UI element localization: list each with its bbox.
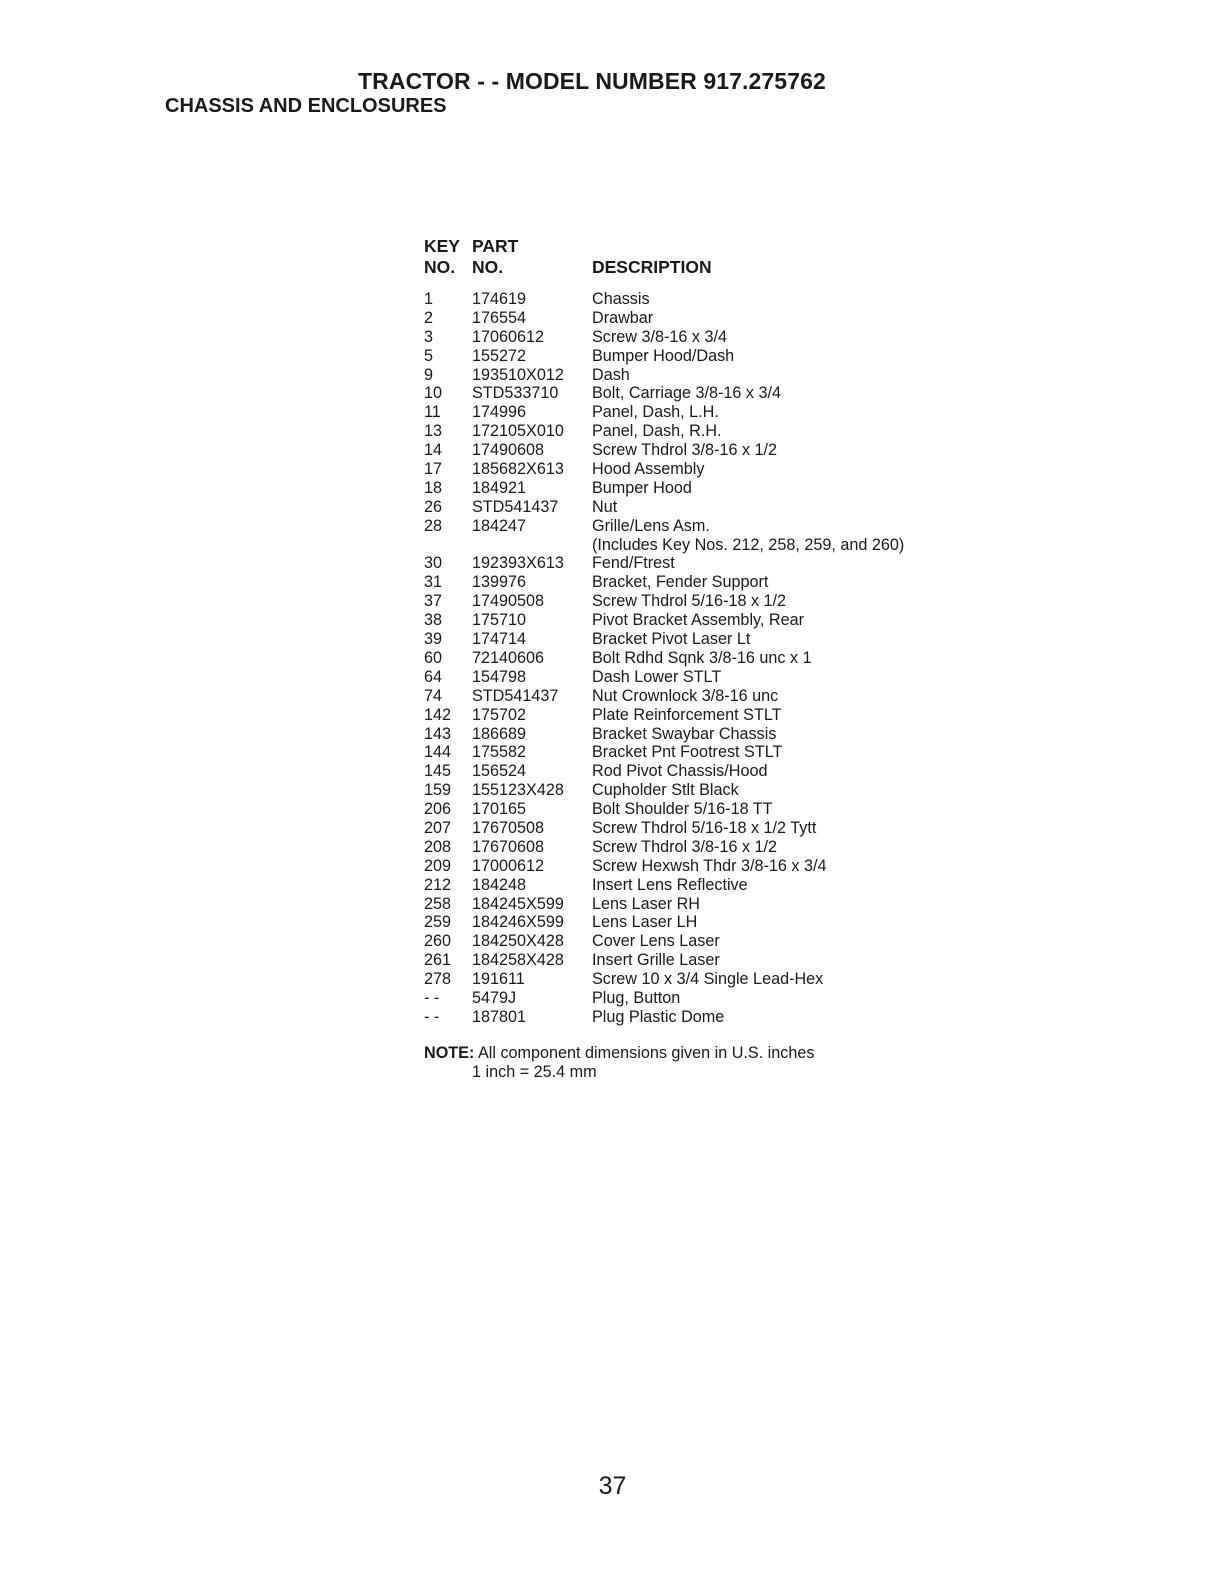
part-number: STD541437 (472, 497, 559, 516)
col-header-description: DESCRIPTION (592, 257, 712, 277)
part-description-text: Bracket Pnt Footrest STLT (592, 743, 783, 762)
part-description-text: Dash (592, 365, 630, 384)
key-number: 26 (424, 497, 443, 516)
key-number: 144 (424, 743, 452, 762)
part-number: 184247 (472, 516, 527, 535)
part-number: 155272 (472, 346, 527, 365)
part-description-text: Plug Plastic Dome (592, 1007, 725, 1026)
part-description-text: Bolt Shoulder 5/16-18 TT (592, 800, 773, 819)
key-number: 3 (424, 327, 434, 346)
part-description (592, 743, 782, 762)
part-number: 154798 (472, 667, 527, 686)
part-number: 17670508 (472, 818, 545, 837)
key-number: 13 (424, 422, 443, 441)
part-description-text: Plate Reinforcement STLT (592, 705, 782, 724)
part-description-text: Panel, Dash, R.H. (592, 422, 722, 441)
key-number: 145 (424, 762, 452, 781)
part-description-text: Bracket Pivot Laser Lt (592, 630, 751, 649)
part-number: 176554 (472, 308, 527, 327)
part-description (592, 460, 704, 479)
col-header-part-line1: PART (472, 236, 519, 256)
part-description-text: Dash Lower STLT (592, 667, 722, 686)
part-number: 172105X010 (472, 422, 564, 441)
part-number: 17000612 (472, 856, 545, 875)
key-number: 28 (424, 516, 443, 535)
col-header-key-line1: KEY (424, 236, 460, 256)
key-number: 60 (424, 648, 443, 667)
part-description (592, 706, 782, 725)
part-description-text: Plug, Button (592, 988, 681, 1007)
part-description (592, 422, 722, 441)
key-number: 2 (424, 308, 434, 327)
part-description (592, 762, 767, 781)
part-number: 184246X599 (472, 913, 564, 932)
part-number: 5479J (472, 988, 517, 1007)
key-number: 209 (424, 856, 452, 875)
part-description (592, 347, 734, 366)
part-description (592, 649, 812, 668)
part-description (592, 498, 617, 517)
part-description-text: Drawbar (592, 308, 654, 327)
part-number: 175710 (472, 611, 527, 630)
part-number: 191611 (472, 970, 525, 989)
col-header-part-line2: NO. (472, 257, 504, 277)
note-line2: 1 inch = 25.4 mm (472, 1063, 597, 1081)
part-description (592, 1008, 724, 1027)
key-number: 30 (424, 554, 443, 573)
part-description (592, 403, 719, 422)
key-number: 207 (424, 818, 452, 837)
key-number: 259 (424, 913, 452, 932)
page-title: TRACTOR - - MODEL NUMBER 917.275762 (358, 68, 826, 94)
part-description-text: Cover Lens Laser (592, 932, 720, 951)
part-number: 72140606 (472, 648, 545, 667)
part-description (592, 384, 781, 403)
part-number: 187801 (472, 1007, 527, 1026)
key-number: 142 (424, 705, 452, 724)
part-description-text: Grille/Lens Asm. (592, 516, 710, 535)
part-description (592, 687, 778, 706)
part-number: 174714 (472, 630, 527, 649)
part-number: 185682X613 (472, 460, 564, 479)
part-number: 170165 (472, 800, 527, 819)
part-description (592, 876, 748, 895)
part-number: 174996 (472, 403, 527, 422)
key-number: 37 (424, 592, 443, 611)
part-number: 139976 (472, 573, 527, 592)
part-description-text: Panel, Dash, L.H. (592, 403, 719, 422)
part-description (592, 895, 700, 914)
part-description-text: Insert Lens Reflective (592, 875, 748, 894)
part-description-text: Cupholder Stlt Black (592, 781, 739, 800)
key-number: 10 (424, 384, 443, 403)
key-number: 31 (424, 573, 443, 592)
part-description-text: Pivot Bracket Assembly, Rear (592, 611, 805, 630)
key-number: 5 (424, 346, 434, 365)
part-description (592, 989, 680, 1008)
key-number: 212 (424, 875, 452, 894)
part-description-text: Screw Hexwsh Thdr 3/8-16 x 3/4 (592, 856, 827, 875)
part-description-note: (Includes Key Nos. 212, 258, 259, and 260) (592, 535, 905, 554)
part-number: 184258X428 (472, 951, 564, 970)
part-description-text: Lens Laser RH (592, 894, 700, 913)
part-number: STD541437 (472, 686, 559, 705)
key-number: 143 (424, 724, 452, 743)
part-description (592, 366, 630, 385)
part-number: 17670608 (472, 837, 545, 856)
part-description-text: Screw Thdrol 5/16-18 x 1/2 Tytt (592, 818, 817, 837)
part-description-text: Screw 10 x 3/4 Single Lead-Hex (592, 970, 824, 989)
part-number: 192393X613 (472, 554, 564, 573)
part-description (592, 857, 827, 876)
part-number: 17490608 (472, 441, 545, 460)
part-description (592, 328, 727, 347)
part-number: 186689 (472, 724, 527, 743)
part-description-text: Bolt, Carriage 3/8-16 x 3/4 (592, 384, 781, 403)
part-description-text: Bolt Rdhd Sqnk 3/8-16 unc x 1 (592, 648, 812, 667)
key-number: 9 (424, 365, 434, 384)
part-description (592, 913, 697, 932)
key-number: 260 (424, 932, 452, 951)
col-header-key-line2: NO. (424, 257, 456, 277)
key-number: 261 (424, 951, 452, 970)
part-number: 17060612 (472, 327, 545, 346)
key-number: 74 (424, 686, 443, 705)
part-description (592, 441, 777, 460)
part-description (592, 573, 768, 592)
part-number: 193510X012 (472, 365, 564, 384)
part-description (592, 951, 720, 970)
part-number: 184245X599 (472, 894, 564, 913)
key-number: 1 (424, 290, 434, 308)
part-description (592, 725, 776, 744)
part-description (592, 309, 653, 328)
part-description-text: Rod Pivot Chassis/Hood (592, 762, 768, 781)
part-description-text: Screw Thdrol 3/8-16 x 1/2 (592, 441, 778, 460)
dimension-note (424, 1044, 814, 1082)
part-number: 155123X428 (472, 781, 564, 800)
key-number: 258 (424, 894, 452, 913)
part-description (592, 554, 675, 573)
key-number: 38 (424, 611, 443, 630)
part-description (592, 838, 777, 857)
section-title: CHASSIS AND ENCLOSURES (165, 95, 447, 117)
part-description (592, 517, 904, 555)
note-label: NOTE: (424, 1044, 475, 1062)
key-number: 17 (424, 460, 443, 479)
part-number: 175702 (472, 705, 527, 724)
part-description-text: Fend/Ftrest (592, 554, 675, 573)
key-number: - - (424, 988, 440, 1007)
part-description (592, 479, 692, 498)
part-description (592, 932, 720, 951)
part-number: 175582 (472, 743, 527, 762)
part-number: 184921 (472, 478, 527, 497)
part-description (592, 630, 750, 649)
part-description (592, 668, 721, 687)
part-description-text: Insert Grille Laser (592, 951, 720, 970)
part-description (592, 592, 786, 611)
part-description-text: Nut (592, 497, 618, 516)
part-description-text: Nut Crownlock 3/8-16 unc (592, 686, 779, 705)
part-description-text: Bracket Swaybar Chassis (592, 724, 777, 743)
part-number: 184248 (472, 875, 527, 894)
part-description-text: Screw Thdrol 5/16-18 x 1/2 (592, 592, 787, 611)
key-number: 206 (424, 800, 452, 819)
part-description-text: Bumper Hood (592, 478, 692, 497)
page-number: 37 (598, 1472, 627, 1500)
part-description-text: Bumper Hood/Dash (592, 346, 735, 365)
key-number: 18 (424, 478, 443, 497)
part-description (592, 970, 823, 989)
part-description-text: Chassis (592, 290, 650, 308)
part-description (592, 290, 650, 309)
key-number: 39 (424, 630, 443, 649)
part-description-text: Screw 3/8-16 x 3/4 (592, 327, 727, 346)
key-number: 64 (424, 667, 443, 686)
part-description-text: Lens Laser LH (592, 913, 698, 932)
part-description-text: Hood Assembly (592, 460, 705, 479)
part-description (592, 800, 773, 819)
part-description (592, 611, 804, 630)
part-number: 174619 (472, 290, 527, 308)
part-description-text: Bracket, Fender Support (592, 573, 769, 592)
key-number: 208 (424, 837, 452, 856)
part-number: 156524 (472, 762, 527, 781)
part-description (592, 781, 739, 800)
key-number: 159 (424, 781, 452, 800)
key-number: - - (424, 1007, 440, 1026)
part-number: 184250X428 (472, 932, 564, 951)
part-description (592, 819, 816, 838)
part-number: STD533710 (472, 384, 559, 403)
key-number: 11 (424, 403, 441, 422)
note-line1: All component dimensions given in U.S. inches (474, 1044, 815, 1062)
part-number: 17490508 (472, 592, 545, 611)
key-number: 14 (424, 441, 443, 460)
key-number: 278 (424, 970, 452, 989)
part-description-text: Screw Thdrol 3/8-16 x 1/2 (592, 837, 778, 856)
